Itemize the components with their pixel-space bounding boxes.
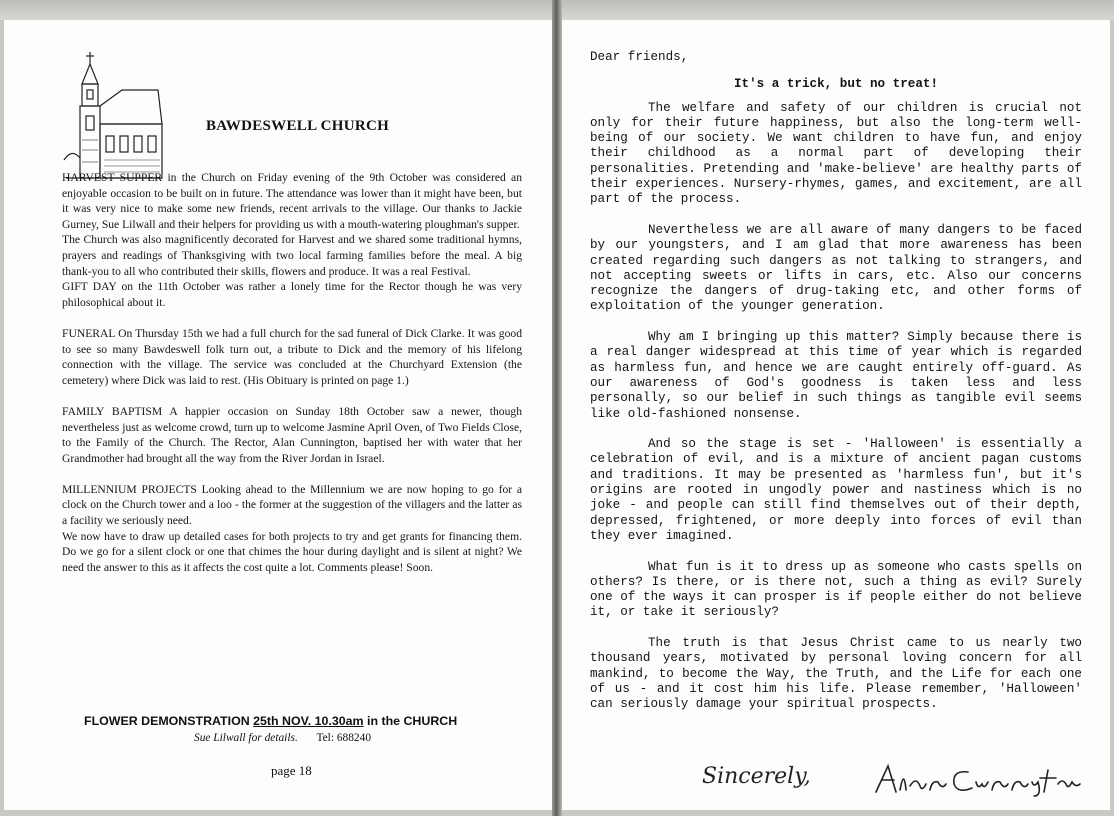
funeral-paragraph: FUNERAL On Thursday 15th we had a full church for the sad funeral of Dick Clarke. It was good to see so many Bawdeswell folk turn out, a tribute to Dick and the memory of his lifelong connection with the village. The service was concluded at the Churchyard Extension (the cemetery) where Dick was laid to rest. (His Obituary is printed on page 1.) xyxy=(62,326,522,387)
letter-paragraph-4: And so the stage is set - 'Halloween' is essentially a celebration of evil, and is a mixture of ancient pagan customs and traditions. It may be presented as 'harmless fun', but it's origins are rooted in ungodly power and nastiness which is no joke - and people can still find themselves out of their depth, depressed, frightened, or more deeply into forces of evil than they ever imagined. xyxy=(590,437,1082,543)
church-icon xyxy=(62,50,166,184)
flower-contact-tel: Tel: 688240 xyxy=(316,732,372,744)
grants-paragraph: We now have to draw up detailed cases for both projects to try and get grants for financing them. Do we go for a silent clock or one that chimes the hour during daylight and is silent at night? We need the answer to this as it affects the cost quite a lot. Comments please! Soon. xyxy=(62,529,522,574)
left-articles xyxy=(62,170,522,575)
handwritten-signature xyxy=(872,762,1082,798)
salutation: Dear friends, xyxy=(590,50,689,64)
flower-contact-name: Sue Lilwall for details. xyxy=(194,732,298,744)
letter-paragraph-3: Why am I bringing up this matter? Simply because there is a real danger widespread at this time of year which is regarded as harmless fun, and hence we are caught entirely off-guard. As our awareness of God's goodness is taken less and less personally, so our belief in such things as tangible evil seems like old-fashioned nonsense. xyxy=(590,330,1082,421)
closing: Sincerely, xyxy=(702,764,811,789)
flower-date: 25th NOV. 10.30am xyxy=(253,714,364,728)
flower-lead: FLOWER DEMONSTRATION xyxy=(84,714,250,728)
decoration-paragraph: The Church was also magnificently decorated for Harvest and we shared some traditional hymns, prayers and readings of Thanksgiving with two local farming families before the meal. A big thank-you to all who contributed their skills, flowers and produce. It was a real Festival. xyxy=(62,233,522,278)
gift-day-paragraph: GIFT DAY on the 11th October was rather a lonely time for the Rector though he was very philosophical about it. xyxy=(62,280,522,309)
spine-gutter xyxy=(552,0,562,816)
harvest-paragraph: HARVEST SUPPER in the Church on Friday evening of the 9th October was considered an enjoyable occasion to be built on in future. The attendance was lower than it might have been, but it was very nice to make some new friends, recent arrivals to the village. Our thanks to Jackie Gurney, Sue Lilwall and their helpers for providing us with a mouth-watering ploughman's supper. xyxy=(62,171,522,231)
letter-paragraph-1: The welfare and safety of our children is crucial not only for their future happiness, but also the long-term well-being of our society. We want children to have fun, and enjoy their childhood as a normal part of developing their personalities. Pretending and 'make-believe' are healthy parts of their experiences. Nursery-rhymes, games, and excitement, are all part of the process. xyxy=(590,100,1082,207)
baptism-paragraph: FAMILY BAPTISM A happier occasion on Sunday 18th October saw a newer, though nevertheless just as welcome crowd, turn up to welcome Jasmine April Oven, of Two Fields Close, to the Family of the Church. The Rector, Alan Cunnington, baptised her with water that her Grandmother had brought all the way from the River Jordan in Israel. xyxy=(62,404,522,465)
millennium-paragraph: MILLENNIUM PROJECTS Looking ahead to the Millennium we are now hoping to go for a clock on the Church tower and a loo - the former at the suggestion of the villagers and the latter as a facility we seriously need. xyxy=(62,482,522,528)
letter-body xyxy=(590,50,1082,712)
flower-demonstration xyxy=(84,714,514,728)
church-title: BAWDESWELL CHURCH xyxy=(206,118,390,134)
letter-headline: It's a trick, but no treat! xyxy=(733,77,939,92)
flower-contact xyxy=(194,732,371,744)
page-number: page 18 xyxy=(271,763,312,778)
letter-paragraph-2: Nevertheless we are all aware of many dangers to be faced by our youngsters, and I am glad that more awareness has been created regarding such dangers as not talking to strangers, and not accepting sweets or lifts in cars, etc. Also our concerns recognize the dangers of drug-taking etc, and other forms of exploitation of the younger generation. xyxy=(590,222,1082,314)
left-page xyxy=(4,20,552,810)
right-page xyxy=(562,20,1110,810)
sign-off xyxy=(702,762,1082,798)
letter-paragraph-6: The truth is that Jesus Christ came to us nearly two thousand years, motivated by personal loving concern for all mankind, to become the Way, the Truth, and the Life for each one of us - and it cost him his life. Please remember, 'Halloween' can seriously damage your spiritual prospects. xyxy=(590,635,1082,712)
flower-place: in the CHURCH xyxy=(367,714,458,728)
letter-paragraph-5: What fun is it to dress up as someone who casts spells on others? Is there, or is there not, such a thing as evil? Surely one of the ways it can prosper is if people either do not believe it, or take it seriously? xyxy=(590,559,1082,620)
